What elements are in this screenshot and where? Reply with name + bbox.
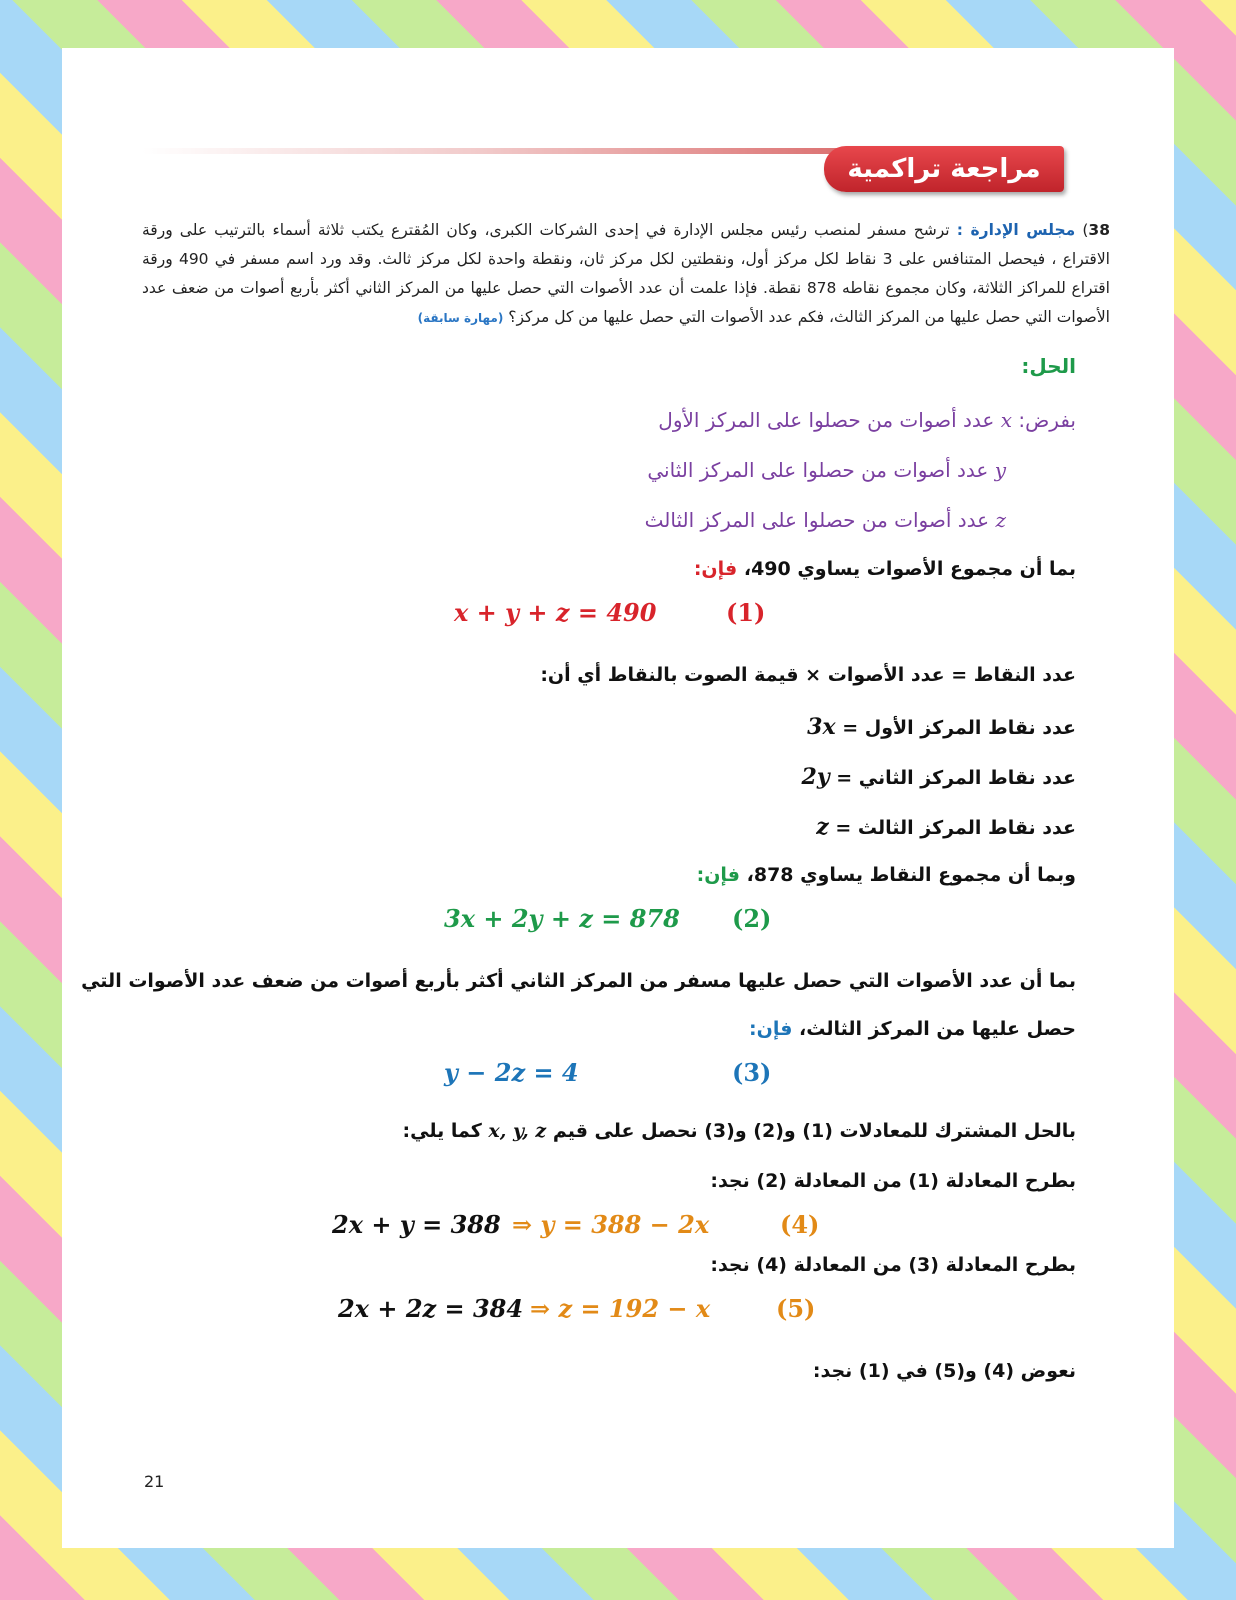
- then-blue: فإن:: [749, 1018, 793, 1040]
- var-x-symbol: x: [1000, 408, 1012, 432]
- common-solution-text-b: كما يلي:: [402, 1120, 482, 1142]
- equation-4-lhs: 2x + y = 388: [332, 1210, 501, 1239]
- third-points-label: عدد نقاط المركز الثالث =: [835, 817, 1076, 839]
- problem-statement: 38) مجلس الإدارة : ترشح مسفر لمنصب رئيس مجلس الإدارة في إحدى الشركات الكبرى، وكان المُقترع يكتب ثلاثة أسماء بالترتيب على ورقة الاقتراع ، فيحصل المتنافس على 3 نقاط لكل مركز أول، ونقطتين لكل مركز ثان، ونقطة واحدة لكل مركز ثالث. وقد ورد اسم مسفر في 490 ورقة اقتراع للمراكز الثلاثة، وكان مجموع نقاطه 878 نقطة. فإذا علمت أن عدد الأصوات التي حصل عليها من المركز الثاني أكثر بأربع أصوات من ضعف عدد الأصوات التي حصل عليها من المركز الثالث، فكم عدد الأصوات التي حصل عليها من كل مركز؟ (مهارة سابقة): [142, 221, 1110, 326]
- assume-z: [645, 508, 1006, 532]
- then-green: فإن:: [696, 864, 740, 886]
- second-points-label: عدد نقاط المركز الثاني =: [836, 767, 1076, 789]
- problem-number: 38: [1088, 221, 1110, 239]
- common-solution-vars: x, y, z: [488, 1120, 547, 1142]
- first-points-value: 3x: [807, 714, 836, 740]
- votes2-line1: بما أن عدد الأصوات التي حصل عليها مسفر من المركز الثاني أكثر بأربع أصوات من ضعف عدد الأصوات التي: [81, 970, 1076, 992]
- votes2-line2: [749, 1018, 1076, 1040]
- votes2-line2-text: حصل عليها من المركز الثالث،: [799, 1018, 1076, 1040]
- var-z-symbol: z: [995, 508, 1006, 532]
- votes-sentence-text: بما أن مجموع الأصوات يساوي 490،: [743, 558, 1076, 580]
- equation-5-tag: (5): [776, 1294, 816, 1323]
- var-y-symbol: y: [994, 458, 1006, 482]
- var-y-desc: عدد أصوات من حصلوا على المركز الثاني: [647, 458, 989, 482]
- assume-y: [647, 458, 1006, 482]
- var-x-desc: عدد أصوات من حصلوا على المركز الأول: [658, 408, 995, 432]
- page: [62, 48, 1174, 1548]
- first-points-label: عدد نقاط المركز الأول =: [842, 717, 1076, 739]
- points-rule: عدد النقاط = عدد الأصوات × قيمة الصوت بالنقاط أي أن:: [540, 664, 1076, 686]
- equation-1: x + y + z = 490: [454, 598, 657, 627]
- votes-sentence: [694, 558, 1076, 580]
- assume-x: [658, 408, 1076, 432]
- skill-tag: (مهارة سابقة): [417, 311, 504, 325]
- common-solution: [403, 1120, 1076, 1142]
- equation-5-lhs: 2x + 2z = 384: [338, 1294, 524, 1323]
- common-solution-text-a: بالحل المشترك للمعادلات (1) و(2) و(3) نحصل على قيم: [552, 1120, 1076, 1142]
- then-red: فإن:: [693, 558, 738, 580]
- second-points-value: 2y: [801, 764, 830, 790]
- equation-2: 3x + 2y + z = 878: [444, 904, 680, 933]
- subtract-2: بطرح المعادلة (3) من المعادلة (4) نجد:: [710, 1254, 1076, 1276]
- problem-title: مجلس الإدارة :: [956, 221, 1076, 239]
- third-points-value: z: [816, 814, 829, 840]
- substitute-line: نعوض (4) و(5) في (1) نجد:: [812, 1360, 1076, 1382]
- third-points: [816, 814, 1076, 840]
- page-number: 21: [144, 1472, 165, 1491]
- section-banner: مراجعة تراكمية: [824, 146, 1064, 192]
- equation-4-rhs: ⇒ y = 388 − 2x: [512, 1210, 710, 1239]
- equation-5-rhs: ⇒ z = 192 − x: [530, 1294, 711, 1323]
- first-points: [807, 714, 1076, 740]
- solution-title: الحل:: [1021, 354, 1076, 378]
- subtract-1: بطرح المعادلة (1) من المعادلة (2) نجد:: [710, 1170, 1076, 1192]
- points-sentence: [697, 864, 1076, 886]
- problem-text: ترشح مسفر لمنصب رئيس مجلس الإدارة في إحدى الشركات الكبرى، وكان المُقترع يكتب ثلاثة أسماء بالترتيب على ورقة الاقتراع ، فيحصل المتنافس على 3 نقاط لكل مركز أول، ونقطتين لكل مركز ثان، ونقطة واحدة لكل مركز ثالث. وقد ورد اسم مسفر في 490 ورقة اقتراع للمراكز الثلاثة، وكان مجموع نقاطه 878 نقطة. فإذا علمت أن عدد الأصوات التي حصل عليها من المركز الثاني أكثر بأربع أصوات من ضعف عدد الأصوات التي حصل عليها من المركز الثالث، فكم عدد الأصوات التي حصل عليها من كل مركز؟: [142, 221, 1110, 326]
- equation-1-tag: (1): [726, 598, 766, 627]
- equation-4-tag: (4): [780, 1210, 820, 1239]
- assume-prefix: بفرض:: [1018, 408, 1076, 432]
- second-points: [802, 764, 1076, 790]
- points-sentence-text: وبما أن مجموع النقاط يساوي 878،: [746, 864, 1076, 886]
- equation-3: y − 2z = 4: [444, 1058, 579, 1087]
- var-z-desc: عدد أصوات من حصلوا على المركز الثالث: [644, 508, 990, 532]
- equation-3-tag: (3): [732, 1058, 772, 1087]
- equation-2-tag: (2): [732, 904, 772, 933]
